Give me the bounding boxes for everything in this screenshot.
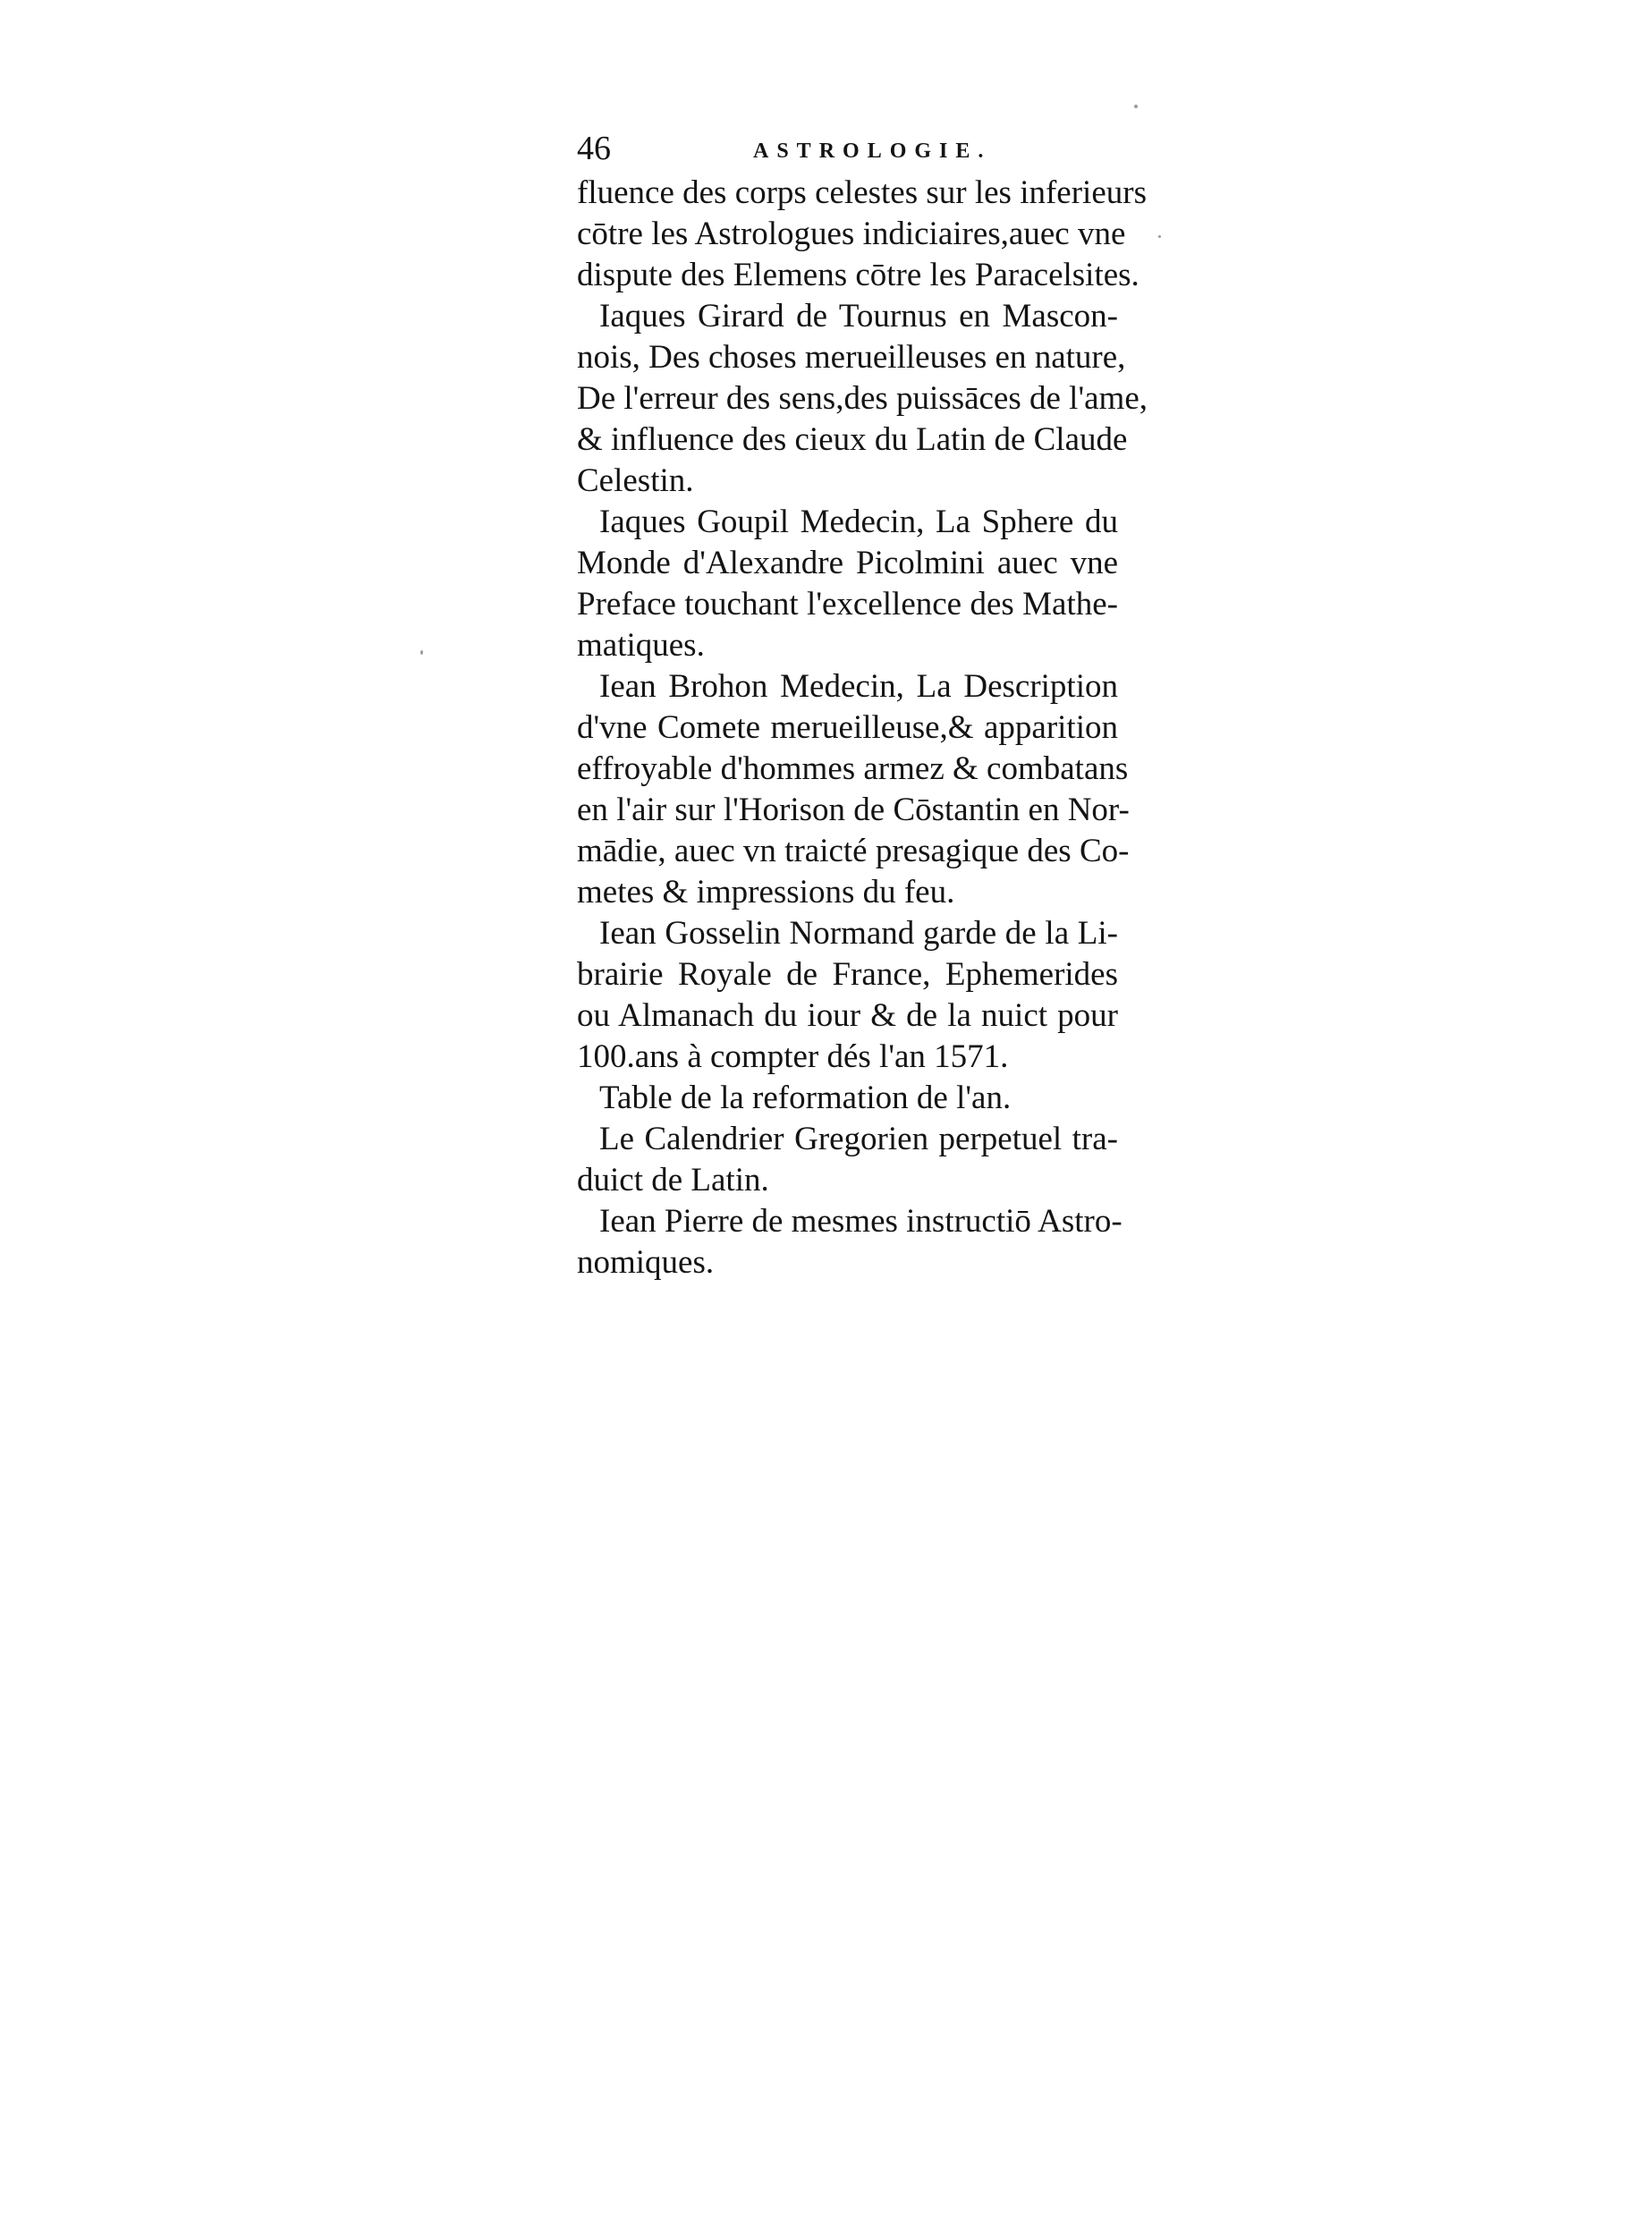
text-line: cōtre les Astrologues indiciaires,auec vne xyxy=(577,216,1126,252)
text-line: Iean Brohon Medecin, La Description xyxy=(599,668,1118,705)
text-line: Iaques Girard de Tournus en Mascon- xyxy=(599,298,1118,335)
paper-speck xyxy=(420,650,423,655)
bibliography-entry-6 xyxy=(577,1078,1118,1119)
text-line: ou Almanach du iour & de la nuict pour xyxy=(577,997,1118,1034)
bibliography-entry-4 xyxy=(577,666,1130,913)
text-line: fluence des corps celestes sur les inferieurs xyxy=(577,174,1147,211)
bibliography-entry-1 xyxy=(577,173,1147,296)
text-line: nomiques. xyxy=(577,1244,715,1281)
text-line: brairie Royale de France, Ephemerides xyxy=(577,956,1118,993)
bibliography-entry-8 xyxy=(577,1201,1123,1283)
text-line: Iean Pierre de mesmes instructiō Astro- xyxy=(599,1203,1123,1240)
text-line: Monde d'Alexandre Picolmini auec vne xyxy=(577,545,1118,581)
bibliography-entry-2 xyxy=(577,296,1148,502)
text-line: Table de la reformation de l'an. xyxy=(599,1080,1012,1116)
running-title: ASTROLOGIE. xyxy=(753,140,992,163)
text-line: Iaques Goupil Medecin, La Sphere du xyxy=(599,504,1118,540)
text-line: metes & impressions du feu. xyxy=(577,874,955,910)
text-line: nois, Des choses merueilleuses en nature, xyxy=(577,339,1126,376)
text-column xyxy=(577,128,1148,1283)
bibliography-entry-7 xyxy=(577,1119,1118,1201)
bibliography-entry-3 xyxy=(577,502,1118,666)
text-line: matiques. xyxy=(577,627,705,664)
text-line: Iean Gosselin Normand garde de la Li- xyxy=(599,915,1118,952)
page-header xyxy=(577,128,1118,173)
text-line: Celestin. xyxy=(577,462,694,499)
text-line: effroyable d'hommes armez & combatans xyxy=(577,750,1129,787)
text-line: & influence des cieux du Latin de Claude xyxy=(577,421,1128,458)
text-line: De l'erreur des sens,des puissāces de l'ame, xyxy=(577,380,1148,417)
paper-speck xyxy=(1134,105,1138,108)
text-line: en l'air sur l'Horison de Cōstantin en Nor- xyxy=(577,792,1130,828)
text-line: Le Calendrier Gregorien perpetuel tra- xyxy=(599,1121,1118,1157)
page-number: 46 xyxy=(577,130,611,167)
text-line: dispute des Elemens cōtre les Paracelsites. xyxy=(577,257,1139,293)
text-line: mādie, auec vn traicté presagique des Co- xyxy=(577,833,1130,869)
paper-speck xyxy=(1158,235,1161,238)
text-line: d'vne Comete merueilleuse,& apparition xyxy=(577,709,1118,746)
text-line: Preface touchant l'excellence des Mathe- xyxy=(577,586,1118,623)
text-line: 100.ans à compter dés l'an 1571. xyxy=(577,1038,1009,1075)
bibliography-entry-5 xyxy=(577,913,1118,1078)
text-line: duict de Latin. xyxy=(577,1162,769,1198)
